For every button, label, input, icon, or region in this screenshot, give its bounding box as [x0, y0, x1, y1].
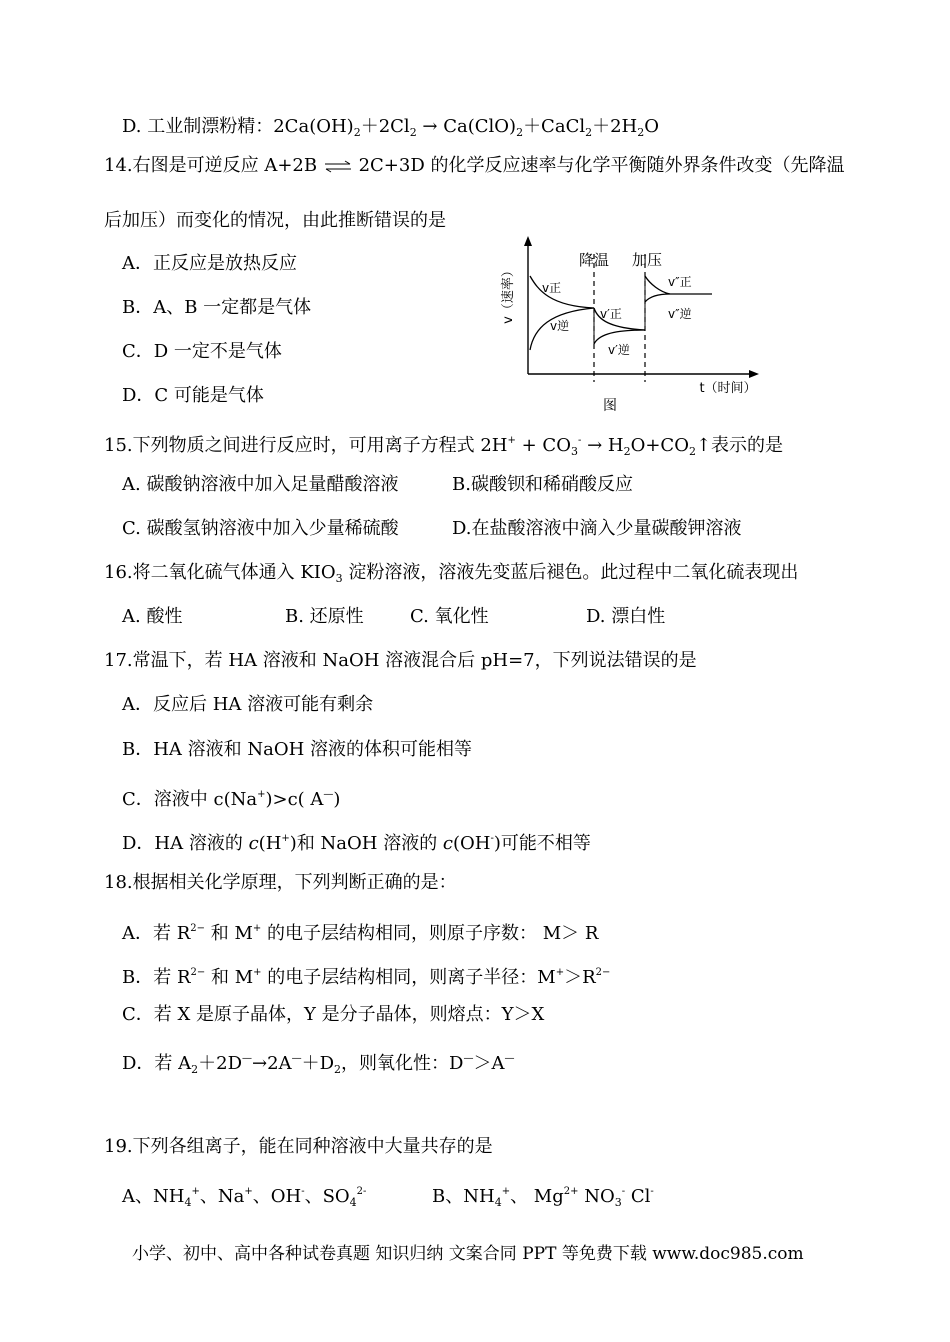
curve-v-reverse-2: [594, 330, 645, 344]
q17-option-c: C．溶液中 c(Na+)>c( A—): [122, 789, 341, 810]
q16-stem: 16.将二氧化硫气体通入 $KIO_3$ 淀粉溶液，溶液先变蓝后褪色。此过程中二氧化硫表现出: [104, 562, 799, 585]
label-v-forward-prime: v′正: [600, 307, 622, 321]
q18-stem: 18.根据相关化学原理，下列判断正确的是：: [104, 872, 457, 893]
q14-stem-line2: 后加压）而变化的情况，由此推断错误的是: [104, 210, 446, 231]
q16-option-c: C. 氧化性: [410, 606, 489, 627]
q18-option-a: A．若 $R^{2-}$ 和 M+ 的电子层结构相同，则原子序数： M＞ R: [122, 923, 599, 944]
x-axis-arrow: [749, 370, 759, 378]
x-axis-label: t（时间）: [699, 381, 757, 396]
label-v-reverse-double-prime: v″逆: [668, 307, 692, 321]
label-v-reverse-prime: v′逆: [608, 343, 630, 357]
q14-option-c: C．D 一定不是气体: [122, 341, 282, 362]
q14-option-d: D．C 可能是气体: [122, 385, 264, 406]
y-axis-label: v（速率）: [501, 264, 516, 324]
q17-option-d: D．HA 溶液的 c(H+)和 NaOH 溶液的 c(OH-)可能不相等: [122, 833, 591, 854]
q15-option-c: C. 碳酸氢钠溶液中加入少量稀硫酸: [122, 518, 399, 539]
q16-option-a: A. 酸性: [122, 606, 183, 627]
figure-caption: 图: [603, 398, 617, 414]
q17-option-b: B．HA 溶液和 NaOH 溶液的体积可能相等: [122, 739, 473, 760]
q16-option-b: B. 还原性: [285, 606, 364, 627]
q18-option-b: B．若 $R^{2-}$ 和 M+ 的电子层结构相同，则离子半径：$M^+>R^{2-}$: [122, 967, 611, 988]
region-label-cooling: 降温: [578, 251, 610, 269]
q19-option-b: B、$NH_4^+$、 $Mg^{2+}$ $NO_3^-$ Cl-: [432, 1186, 654, 1209]
curve-v-reverse-3: [645, 294, 670, 302]
q18-option-d: D．若 $A_2+2D^—\to 2A^—+D_2$，则氧化性：D—＞A—: [122, 1053, 515, 1076]
q15-stem: 15.下列物质之间进行反应时，可用离子方程式 $2H^+ + CO_3^-$ → $H_2O+CO_2↑$表示的是: [104, 435, 784, 458]
q14-stem-line1: 14.右图是可逆反应 A+2B 2C+3D 的化学反应速率与化学平衡随外界条件改变（先降温: [104, 155, 845, 176]
q14-option-a: A．正反应是放热反应: [122, 253, 297, 274]
q13-option-d: D. 工业制漂粉精：$2Ca(OH)_2+2Cl_2$ → $Ca(ClO)_2+CaCl_2+2H_2O$: [122, 116, 660, 139]
rate-time-graph: [490, 232, 780, 422]
q19-option-a: A、$NH_4^+$、Na+、OH-、$SO_4^{2-}$: [122, 1186, 367, 1209]
label-v-forward: v正: [542, 281, 562, 295]
label-v-forward-double-prime: v″正: [668, 275, 692, 289]
q18-option-c: C．若 X 是原子晶体，Y 是分子晶体，则熔点：Y＞X: [122, 1004, 545, 1025]
region-label-pressure: 加压: [631, 251, 663, 269]
q15-option-b: B.碳酸钡和稀硝酸反应: [452, 474, 633, 495]
curve-v-forward-3: [645, 276, 670, 294]
q17-stem: 17.常温下，若 HA 溶液和 NaOH 溶液混合后 pH=7，下列说法错误的是: [104, 650, 697, 671]
q15-option-d: D.在盐酸溶液中滴入少量碳酸钾溶液: [452, 518, 742, 539]
q14-option-b: B．A、B 一定都是气体: [122, 297, 312, 318]
q16-option-d: D. 漂白性: [586, 606, 666, 627]
y-axis-arrow: [524, 236, 532, 246]
page-footer: 小学、初中、高中各种试卷真题 知识归纳 文案合同 PPT 等免费下载 www.doc985.com: [132, 1244, 804, 1264]
label-v-reverse: v逆: [550, 319, 570, 333]
q17-option-a: A．反应后 HA 溶液可能有剩余: [122, 694, 374, 715]
equilibrium-arrow-icon: [323, 159, 353, 173]
q15-option-a: A. 碳酸钠溶液中加入足量醋酸溶液: [122, 474, 399, 495]
q19-stem: 19.下列各组离子，能在同种溶液中大量共存的是: [104, 1136, 493, 1157]
curve-v-forward-1: [530, 276, 594, 308]
